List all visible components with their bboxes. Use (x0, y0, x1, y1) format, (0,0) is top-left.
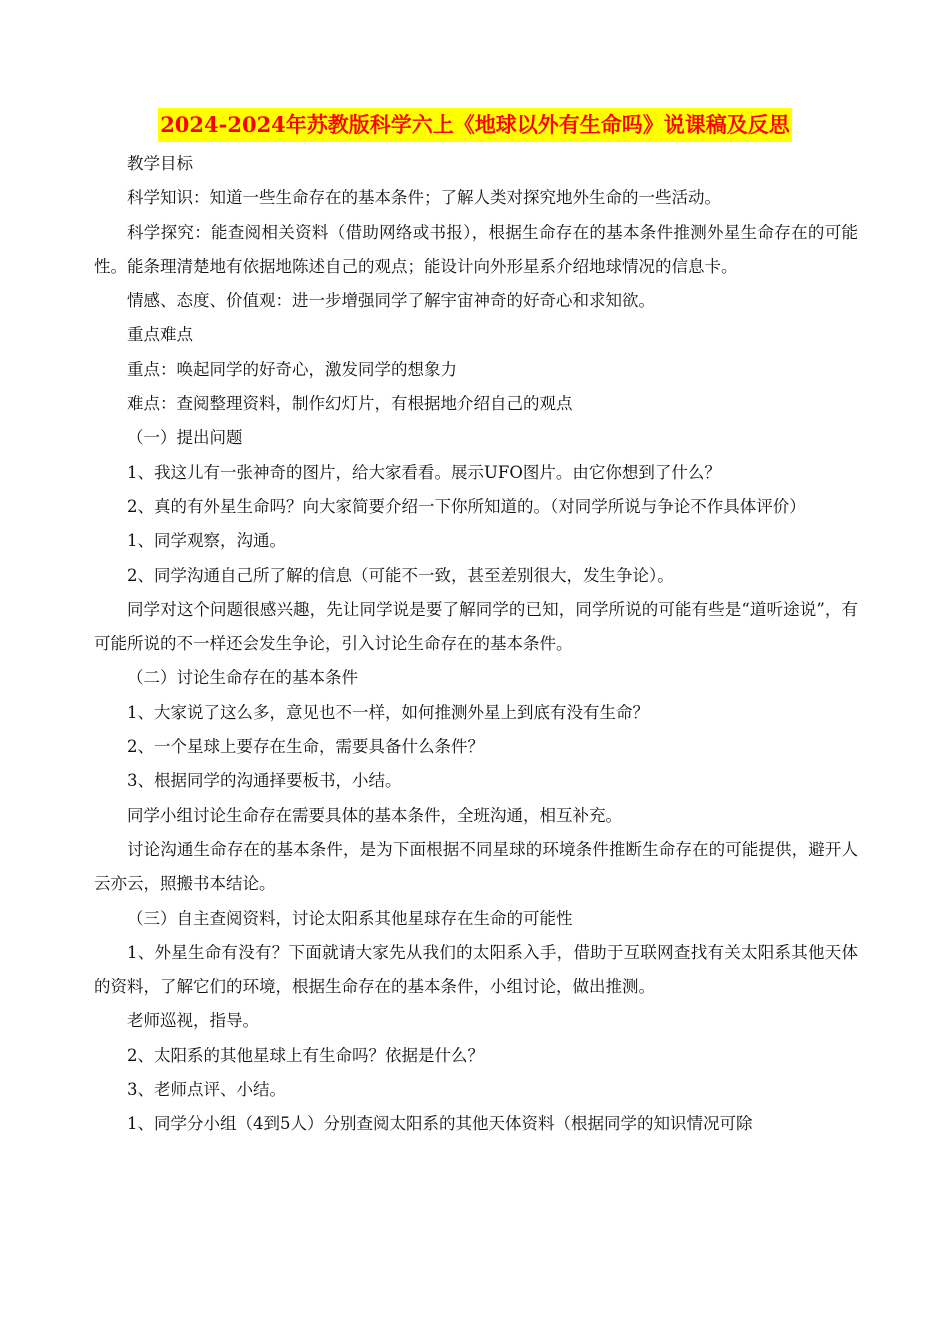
paragraph: 1、同学观察，沟通。 (127, 531, 286, 551)
title-container (0, 108, 950, 142)
paragraph: 重点难点 (127, 325, 193, 345)
paragraph: 老师巡视，指导。 (127, 1011, 259, 1031)
paragraph: 1、大家说了这么多，意见也不一样，如何推测外星上到底有没有生命？ (127, 702, 649, 722)
paragraph: 同学小组讨论生命存在需要具体的基本条件，全班沟通，相互补充。 (127, 805, 622, 825)
paragraph: 讨论沟通生命存在的基本条件，是为下面根据不同星球的环境条件推断生命存在的可能提供，避开人云亦云，照搬书本结论。 (94, 839, 858, 894)
paragraph: （一）提出问题 (127, 428, 243, 448)
paragraph: 3、老师点评、小结。 (127, 1080, 286, 1100)
paragraph: （二）讨论生命存在的基本条件 (127, 668, 358, 688)
paragraph: 2、一个星球上要存在生命，需要具备什么条件？ (127, 737, 484, 757)
document-title: 2024-2024年苏教版科学六上《地球以外有生命吗》说课稿及反思 (158, 108, 792, 142)
paragraph: 3、根据同学的沟通择要板书，小结。 (127, 771, 402, 791)
document-body (94, 147, 858, 1142)
paragraph: 教学目标 (127, 154, 193, 173)
paragraph: 同学对这个问题很感兴趣，先让同学说是要了解同学的已知，同学所说的可能有些是“道听途说”，有可能所说的不一样还会发生争论，引入讨论生命存在的基本条件。 (94, 599, 858, 654)
paragraph: 情感、态度、价值观：进一步增强同学了解宇宙神奇的好奇心和求知欲。 (127, 291, 655, 311)
paragraph: （三）自主查阅资料，讨论太阳系其他星球存在生命的可能性 (127, 908, 573, 928)
paragraph: 难点：查阅整理资料，制作幻灯片，有根据地介绍自己的观点 (127, 394, 573, 414)
paragraph: 1、外星生命有没有？下面就请大家先从我们的太阳系入手，借助于互联网查找有关太阳系其他天体的资料，了解它们的环境，根据生命存在的基本条件，小组讨论，做出推测。 (94, 942, 858, 997)
paragraph: 2、真的有外星生命吗？向大家简要介绍一下你所知道的。（对同学所说与争论不作具体评价） (127, 496, 806, 516)
paragraph: 1、我这儿有一张神奇的图片，给大家看看。展示UFO图片。由它你想到了什么？ (127, 462, 721, 482)
paragraph: 科学探究：能查阅相关资料（借助网络或书报），根据生命存在的基本条件推测外星生命存在的可能性。能条理清楚地有依据地陈述自己的观点；能设计向外形星系介绍地球情况的信息卡。 (94, 222, 858, 276)
paragraph: 科学知识：知道一些生命存在的基本条件；了解人类对探究地外生命的一些活动。 (127, 188, 721, 208)
paragraph: 重点：唤起同学的好奇心，激发同学的想象力 (127, 359, 457, 379)
paragraph: 2、同学沟通自己所了解的信息（可能不一致，甚至差别很大，发生争论）。 (127, 565, 674, 585)
paragraph: 2、太阳系的其他星球上有生命吗？依据是什么？ (127, 1045, 484, 1065)
paragraph: 1、同学分小组（4到5人）分别查阅太阳系的其他天体资料（根据同学的知识情况可除 (127, 1114, 753, 1134)
